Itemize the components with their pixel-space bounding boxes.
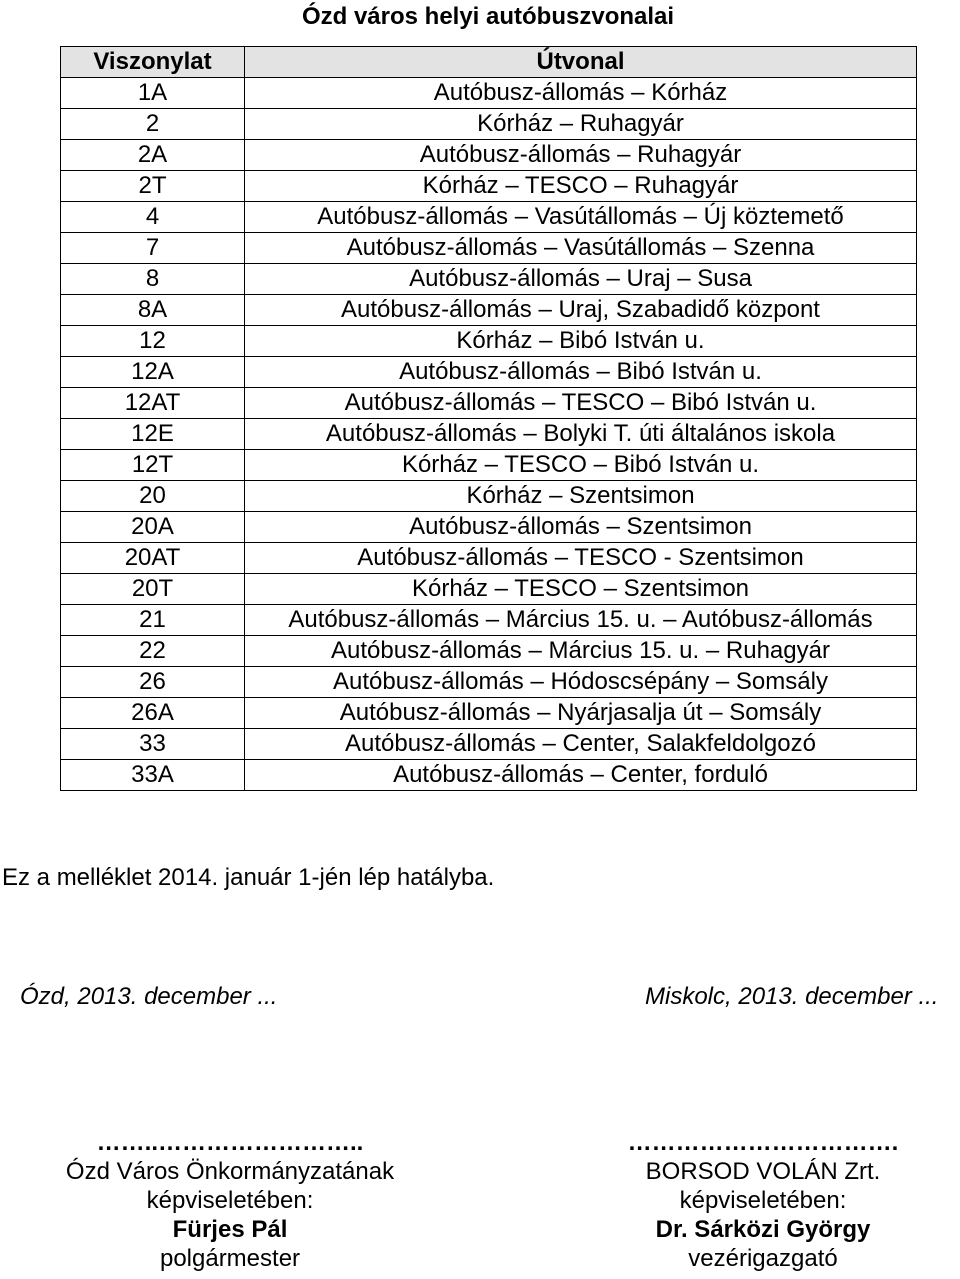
- route-path-cell: Autóbusz-állomás – Center, Salakfeldolgozó: [245, 729, 917, 760]
- route-path-cell: Autóbusz-állomás – Március 15. u. – Autóbusz-állomás: [245, 605, 917, 636]
- route-number-cell: 33A: [61, 760, 245, 791]
- route-number-cell: 7: [61, 233, 245, 264]
- route-path-cell: Autóbusz-állomás – Uraj – Susa: [245, 264, 917, 295]
- signatory-role-line: képviseletében:: [679, 1187, 847, 1214]
- route-number-cell: 1A: [61, 78, 245, 109]
- route-number-cell: 12T: [61, 450, 245, 481]
- route-path-cell: Autóbusz-állomás – Center, forduló: [245, 760, 917, 791]
- signatory-title: vezérigazgató: [688, 1245, 838, 1272]
- signatory-name: Dr. Sárközi György: [655, 1216, 871, 1243]
- route-number-cell: 12E: [61, 419, 245, 450]
- routes-table: [60, 46, 917, 791]
- table-row: [61, 326, 917, 357]
- route-number-cell: 20A: [61, 512, 245, 543]
- table-row: [61, 729, 917, 760]
- route-path-cell: Autóbusz-állomás – Március 15. u. – Ruhagyár: [245, 636, 917, 667]
- route-number-cell: 33: [61, 729, 245, 760]
- route-path-cell: Autóbusz-állomás – Hódoscsépány – Somsály: [245, 667, 917, 698]
- route-number-cell: 2: [61, 109, 245, 140]
- route-path-cell: Kórház – TESCO – Szentsimon: [245, 574, 917, 605]
- route-path-cell: Autóbusz-állomás – Nyárjasalja út – Somsály: [245, 698, 917, 729]
- route-path-cell: Autóbusz-állomás – Uraj, Szabadidő központ: [245, 295, 917, 326]
- table-row: [61, 760, 917, 791]
- route-number-cell: 8A: [61, 295, 245, 326]
- table-row: [61, 450, 917, 481]
- table-row: [61, 388, 917, 419]
- routes-table-body: [61, 78, 917, 791]
- signature-block-right: [570, 1128, 956, 1273]
- place-date-right: Miskolc, 2013. december ...: [645, 983, 939, 1010]
- signatory-name: Fürjes Pál: [172, 1216, 288, 1243]
- table-row: [61, 264, 917, 295]
- table-row: [61, 357, 917, 388]
- route-number-cell: 2A: [61, 140, 245, 171]
- route-path-cell: Autóbusz-állomás – Bolyki T. úti általános iskola: [245, 419, 917, 450]
- effective-date-note: Ez a melléklet 2014. január 1-jén lép hatályba.: [2, 864, 495, 891]
- page-title: Ózd város helyi autóbuszvonalai: [301, 3, 675, 30]
- signatory-title: polgármester: [159, 1245, 301, 1272]
- route-path-cell: Autóbusz-állomás – Szentsimon: [245, 512, 917, 543]
- table-row: [61, 233, 917, 264]
- route-path-cell: Autóbusz-állomás – Vasútállomás – Szenna: [245, 233, 917, 264]
- route-path-cell: Autóbusz-állomás – Kórház: [245, 78, 917, 109]
- signatory-organization: BORSOD VOLÁN Zrt.: [645, 1158, 881, 1185]
- route-number-cell: 8: [61, 264, 245, 295]
- table-row: [61, 543, 917, 574]
- route-number-cell: 4: [61, 202, 245, 233]
- route-path-cell: Autóbusz-állomás – Vasútállomás – Új köztemető: [245, 202, 917, 233]
- table-row: [61, 419, 917, 450]
- route-number-cell: 12AT: [61, 388, 245, 419]
- route-number-cell: 12: [61, 326, 245, 357]
- route-path-cell: Kórház – Ruhagyár: [245, 109, 917, 140]
- table-row: [61, 202, 917, 233]
- route-number-cell: 22: [61, 636, 245, 667]
- column-header-route-path: Útvonal: [245, 47, 917, 78]
- table-row: [61, 109, 917, 140]
- route-number-cell: 2T: [61, 171, 245, 202]
- table-row: [61, 140, 917, 171]
- signatory-role-line: képviseletében:: [146, 1187, 314, 1214]
- table-row: [61, 574, 917, 605]
- signature-line: ……..……………………..: [96, 1129, 364, 1156]
- route-number-cell: 21: [61, 605, 245, 636]
- route-path-cell: Kórház – Szentsimon: [245, 481, 917, 512]
- signatory-organization: Ózd Város Önkormányzatának: [65, 1158, 395, 1185]
- table-row: [61, 698, 917, 729]
- table-header-row: [61, 47, 917, 78]
- signature-block-left: [40, 1128, 420, 1273]
- route-path-cell: Autóbusz-állomás – TESCO - Szentsimon: [245, 543, 917, 574]
- table-row: [61, 171, 917, 202]
- signature-line: …………………………….: [627, 1129, 899, 1156]
- route-path-cell: Kórház – Bibó István u.: [245, 326, 917, 357]
- table-row: [61, 636, 917, 667]
- route-number-cell: 20T: [61, 574, 245, 605]
- table-row: [61, 667, 917, 698]
- route-number-cell: 20AT: [61, 543, 245, 574]
- table-row: [61, 295, 917, 326]
- route-number-cell: 26: [61, 667, 245, 698]
- route-path-cell: Autóbusz-állomás – Bibó István u.: [245, 357, 917, 388]
- route-path-cell: Kórház – TESCO – Bibó István u.: [245, 450, 917, 481]
- place-date-left: Ózd, 2013. december ...: [20, 983, 278, 1010]
- column-header-route-number: Viszonylat: [61, 47, 245, 78]
- table-row: [61, 605, 917, 636]
- table-row: [61, 481, 917, 512]
- route-path-cell: Kórház – TESCO – Ruhagyár: [245, 171, 917, 202]
- route-number-cell: 12A: [61, 357, 245, 388]
- route-number-cell: 26A: [61, 698, 245, 729]
- table-row: [61, 512, 917, 543]
- route-number-cell: 20: [61, 481, 245, 512]
- route-path-cell: Autóbusz-állomás – Ruhagyár: [245, 140, 917, 171]
- route-path-cell: Autóbusz-állomás – TESCO – Bibó István u.: [245, 388, 917, 419]
- table-row: [61, 78, 917, 109]
